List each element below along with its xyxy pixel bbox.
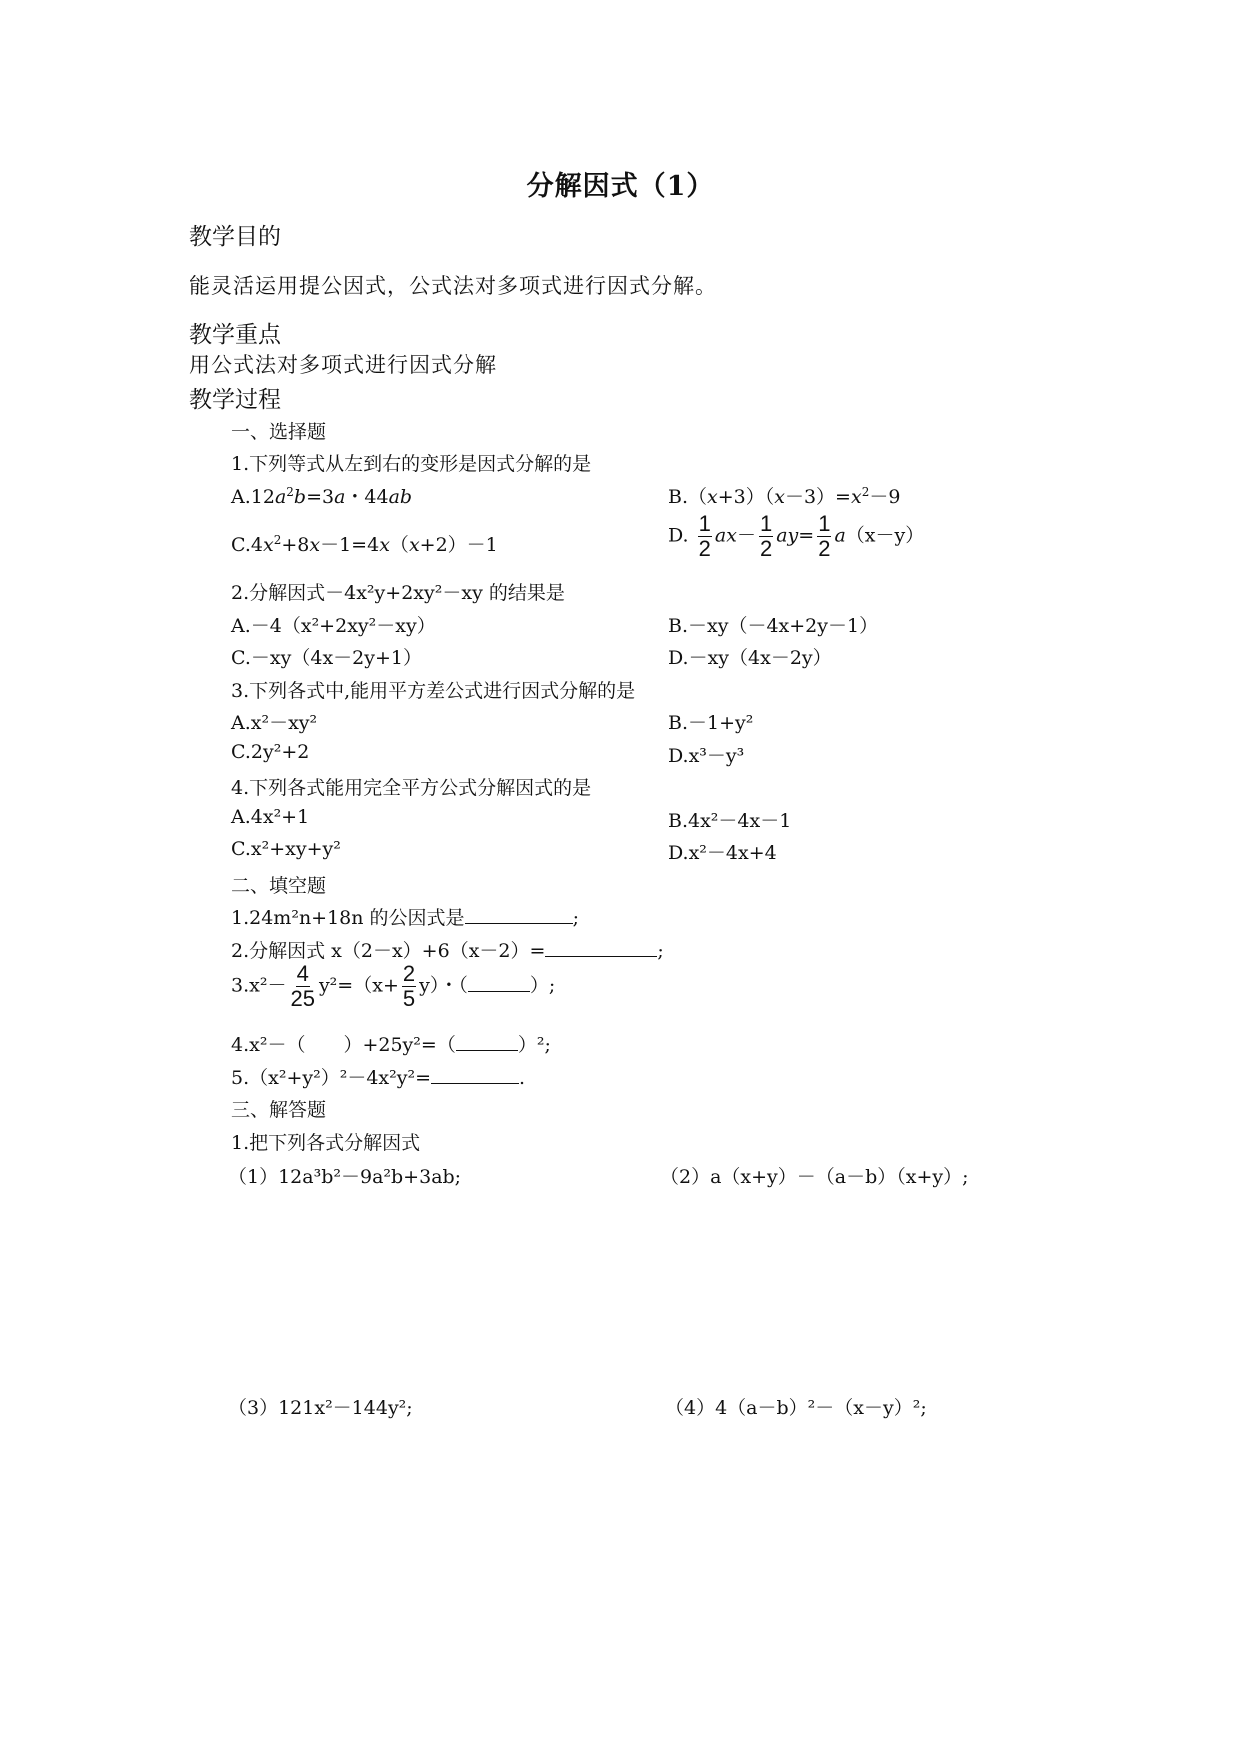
- part3-heading: 三、解答题: [231, 1099, 327, 1121]
- q1-stem: 1.下列等式从左到右的变形是因式分解的是: [231, 453, 592, 475]
- q4-option-d: D.x²－4x+4: [668, 842, 777, 864]
- q3-stem: 3.下列各式中,能用平方差公式进行因式分解的是: [231, 680, 636, 702]
- fraction-half-2: $\frac{1}{2}$: [759, 511, 773, 561]
- solve-part-3: （3）121x²－144y²;: [228, 1397, 413, 1419]
- q1-option-d: D. $\frac{1}{2}$ ax－ $\frac{1}{2}$ ay= $\frac{1}{2}$ a（x－y）: [668, 511, 925, 561]
- process-heading: 教学过程: [189, 387, 281, 413]
- q2-option-d: D.－xy（4x－2y）: [668, 647, 832, 669]
- q1-option-c: $C.4x^2+8x-1=4x(x+2)-1$: [231, 533, 498, 556]
- fill-q1: 1.24m²n+18n 的公因式是 ;: [231, 907, 579, 929]
- part1-heading: 一、选择题: [231, 421, 327, 443]
- focus-text: 用公式法对多项式进行因式分解: [189, 353, 497, 377]
- answer-blank[interactable]: [465, 905, 573, 924]
- part2-heading: 二、填空题: [231, 875, 327, 897]
- fraction-half-1: $\frac{1}{2}$: [698, 511, 711, 561]
- solve-part-2: （2）a（x+y）－（a－b）（x+y）;: [660, 1166, 969, 1188]
- answer-blank[interactable]: [545, 938, 657, 957]
- answer-blank[interactable]: [431, 1065, 519, 1084]
- fill-q4: 4.x²－（ ）+25y²=（ ）²;: [231, 1034, 551, 1056]
- q3-option-c: C.2y²+2: [231, 741, 310, 763]
- q3-option-d: D.x³－y³: [668, 745, 745, 767]
- solve-part-1: （1）12a³b²－9a²b+3ab;: [228, 1166, 462, 1188]
- q2-option-c: C.－xy（4x－2y+1）: [231, 647, 422, 669]
- q3-option-a: A.x²－xy²: [231, 712, 318, 734]
- page-title: 分解因式（1）: [526, 171, 715, 202]
- fraction-half-3: $\frac{1}{2}$: [818, 511, 831, 561]
- fraction-2-5: $\frac{2}{5}$: [402, 961, 416, 1011]
- q2-option-a: A.－4（x²+2xy²－xy）: [231, 615, 436, 637]
- q2-option-b: B.－xy（－4x+2y－1）: [668, 615, 879, 637]
- solve-part-4: （4）4（a－b）²－（x－y）²;: [665, 1397, 927, 1419]
- q4-option-b: B.4x²－4x－1: [668, 810, 792, 832]
- solve-q1-stem: 1.把下列各式分解因式: [231, 1132, 421, 1154]
- objective-text: 能灵活运用提公因式，公式法对多项式进行因式分解。: [189, 274, 717, 298]
- q4-option-c: C.x²+xy+y²: [231, 838, 341, 860]
- fill-q5: 5.（x²+y²）²－4x²y²= .: [231, 1067, 526, 1089]
- answer-blank[interactable]: [456, 1032, 518, 1051]
- fill-q3: 3.x²－ $\frac{4}{25}$ y²=（x+ $\frac{2}{5}$ y）・（ ）;: [231, 961, 556, 1011]
- q4-stem: 4.下列各式能用完全平方公式分解因式的是: [231, 777, 592, 799]
- q1-option-b: $B.(x+3)(x-3)=x^2-9$: [668, 485, 901, 508]
- answer-blank[interactable]: [468, 973, 530, 992]
- focus-heading: 教学重点: [189, 322, 281, 348]
- q1-option-a: $A.12a^2b=3a$・44ab: [231, 485, 413, 508]
- objective-heading: 教学目的: [189, 224, 281, 250]
- q4-option-a: A.4x²+1: [231, 806, 310, 828]
- fill-q2: 2.分解因式 x（2－x）+6（x－2）= ;: [231, 940, 664, 962]
- fraction-4-25: $\frac{4}{25}$: [290, 961, 315, 1011]
- q3-option-b: B.－1+y²: [668, 712, 754, 734]
- q2-stem: 2.分解因式－4x²y+2xy²－xy 的结果是: [231, 582, 565, 604]
